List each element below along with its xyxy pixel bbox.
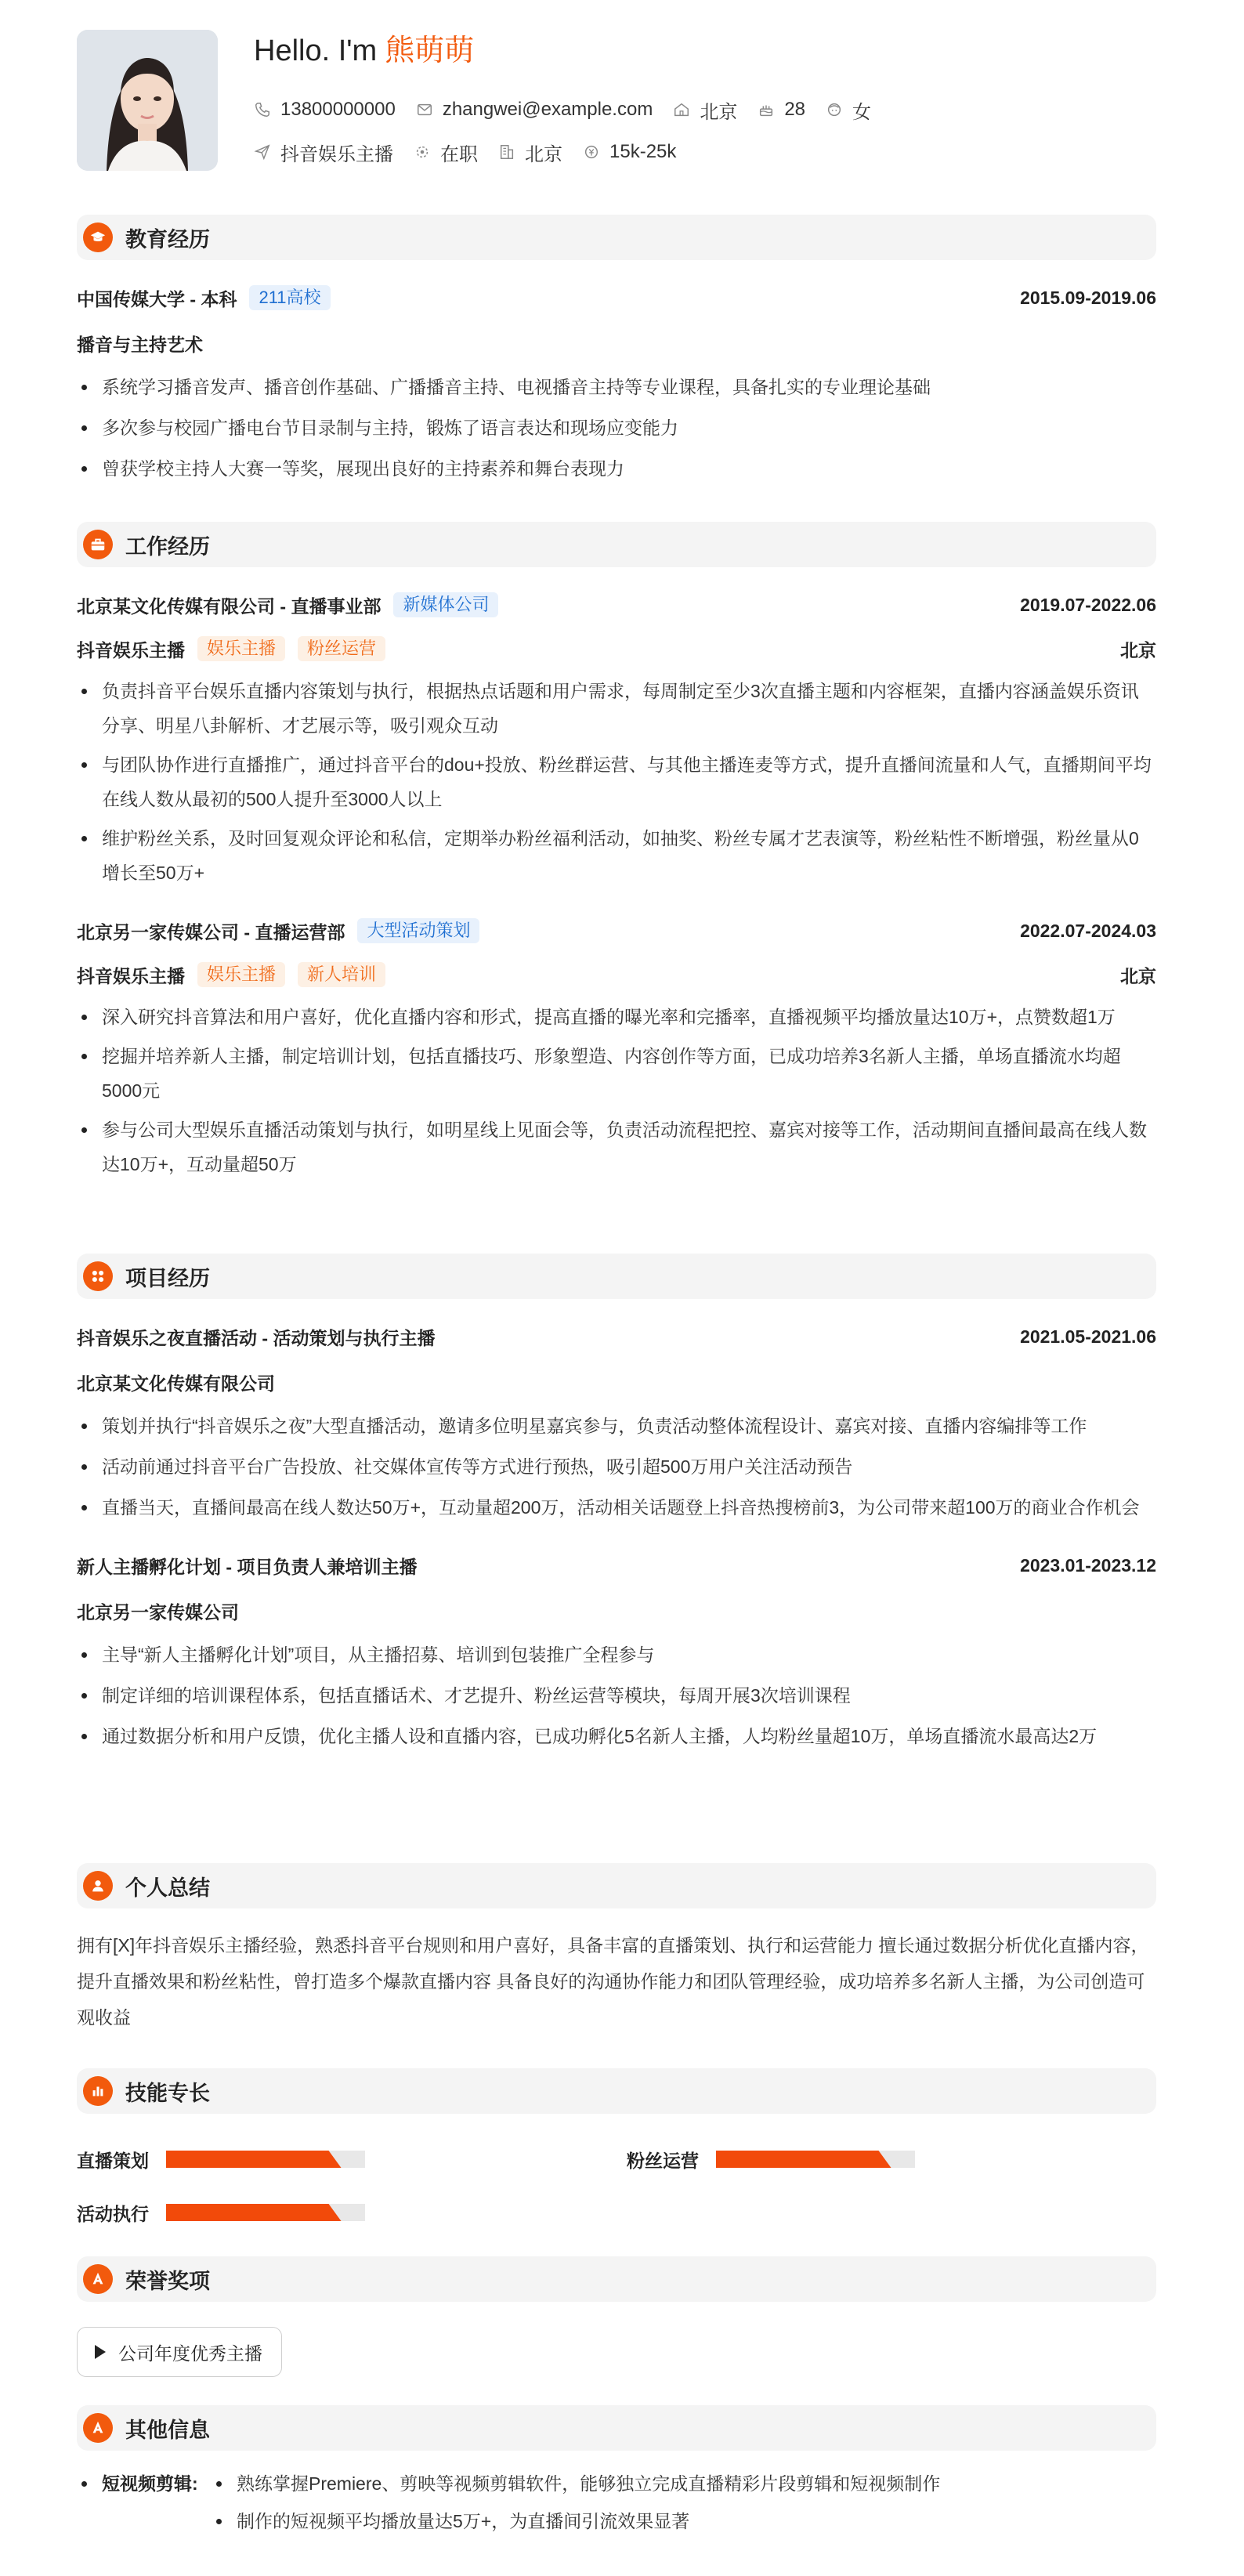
skills-title: 技能专长	[125, 2081, 210, 2105]
award-text: 公司年度优秀主播	[118, 2343, 262, 2364]
project-name: 抖音娱乐之夜直播活动 - 活动策划与执行主播	[77, 1327, 436, 1348]
job-intent-row	[254, 138, 696, 166]
project-org: 北京某文化传媒有限公司	[77, 1373, 275, 1394]
other-section	[77, 2405, 1156, 2538]
list-item: 熟练掌握Premiere、剪映等视频剪辑软件，能够独立完成直播精彩片段剪辑和短视频制作	[212, 2466, 940, 2501]
projects-title: 项目经历	[125, 1266, 210, 1290]
project-org-row	[77, 1366, 1156, 1398]
city-item	[673, 96, 737, 124]
job-item	[254, 139, 393, 166]
company-tag: 大型活动策划	[357, 918, 479, 943]
list-item: 与团队协作进行直播推广，通过抖音平台的dou+投放、粉丝群运营、与其他主播连麦等方式，提升直播间流量和人气，直播期间平均在线人数从最初的500人提升至3000人以上	[77, 747, 1156, 816]
skill-bar	[166, 2151, 365, 2168]
other-list	[212, 2466, 940, 2538]
company-name: 北京另一家传媒公司 - 直播运营部	[77, 921, 345, 942]
summary-header	[77, 1863, 1156, 1908]
list-item: 挖掘并培养新人主播，制定培训计划，包括直播技巧、形象塑造、内容创作等方面，已成功培养3名新人主播，单场直播流水均超5000元	[77, 1039, 1156, 1108]
graduation-cap-icon	[83, 223, 113, 252]
project-list	[77, 1637, 1156, 1753]
list-item: 维护粉丝关系，及时回复观众评论和私信，定期举办粉丝福利活动，如抽奖、粉丝专属才艺表演等，粉丝粘性不断增强，粉丝量从0增长至50万+	[77, 821, 1156, 890]
target-city-item	[498, 139, 562, 166]
gender-icon	[826, 101, 843, 118]
skill-item	[77, 2197, 365, 2228]
project-org: 北京另一家传媒公司	[77, 1601, 239, 1623]
projects-header	[77, 1254, 1156, 1299]
name-line	[254, 30, 474, 72]
job-city: 北京	[1120, 965, 1156, 986]
project-period: 2023.01-2023.12	[1020, 1554, 1156, 1576]
list-item: 制作的短视频平均播放量达5万+，为直播间引流效果显著	[212, 2504, 940, 2538]
education-period: 2015.09-2019.06	[1020, 287, 1156, 308]
job-text: 抖音娱乐主播	[280, 143, 393, 165]
play-icon	[95, 2345, 106, 2359]
other-row	[77, 2466, 1156, 2538]
major-row	[77, 327, 1156, 359]
school-name: 中国传媒大学 - 本科	[77, 288, 237, 309]
profile-header	[77, 30, 1156, 179]
education-title: 教育经历	[125, 227, 210, 251]
other-title: 其他信息	[125, 2418, 210, 2442]
award-item	[77, 2327, 282, 2377]
awards-title: 荣誉奖项	[125, 2269, 210, 2293]
list-item: 制定详细的培训课程体系，包括直播话术、才艺提升、粉丝运营等模块，每周开展3次培训课程	[77, 1678, 1156, 1713]
list-item: 深入研究抖音算法和用户喜好，优化直播内容和形式，提高直播的曝光率和完播率，直播视频平均播放量达10万+，点赞数超1万	[77, 1000, 1156, 1034]
job-role-row	[77, 959, 1156, 990]
other-header	[77, 2405, 1156, 2451]
work-title: 工作经历	[125, 534, 210, 559]
chart-icon	[83, 2076, 113, 2106]
skill-label: 粉丝运营	[627, 2150, 699, 2171]
job-role-row	[77, 633, 1156, 664]
candidate-name: 熊萌萌	[385, 34, 475, 67]
building-icon	[498, 143, 515, 161]
major-name: 播音与主持艺术	[77, 334, 203, 355]
job-duties-list	[77, 1000, 1156, 1181]
salary-text: 15k-25k	[609, 141, 677, 162]
target-city-text: 北京	[525, 143, 562, 165]
skill-bar	[716, 2151, 915, 2168]
skill-item	[77, 2144, 365, 2175]
gender-text: 女	[852, 101, 872, 123]
job-company-row	[77, 589, 1156, 620]
email-item	[416, 99, 653, 121]
cake-icon	[758, 101, 775, 118]
skills-header	[77, 2068, 1156, 2114]
skill-bar-fill	[716, 2151, 891, 2168]
city-text: 北京	[700, 101, 738, 123]
job-period: 2022.07-2024.03	[1020, 920, 1156, 941]
avatar	[77, 30, 218, 171]
job-duties-list	[77, 674, 1156, 890]
phone-icon	[254, 101, 271, 118]
coin-icon	[583, 143, 600, 161]
list-item: 策划并执行“抖音娱乐之夜”大型直播活动，邀请多位明星嘉宾参与，负责活动整体流程设计、嘉宾对接、直播内容编排等工作	[77, 1409, 1156, 1443]
job-period: 2019.07-2022.06	[1020, 594, 1156, 615]
role-tag: 娱乐主播	[197, 636, 285, 661]
phone-text: 13800000000	[280, 99, 396, 120]
role-tag: 新人培训	[298, 962, 385, 987]
education-header	[77, 215, 1156, 260]
projects-section	[77, 1254, 1156, 1753]
project-org-row	[77, 1595, 1156, 1626]
age-text: 28	[784, 99, 806, 120]
work-header	[77, 522, 1156, 567]
gender-item	[826, 96, 871, 124]
contact-row	[254, 96, 891, 124]
paper-plane-icon	[254, 143, 271, 161]
greeting: Hello. I'm	[254, 34, 378, 67]
role-name: 抖音娱乐主播	[77, 965, 185, 986]
summary-section	[77, 1863, 1156, 2035]
project-row	[77, 1550, 1156, 1581]
briefcase-icon	[83, 530, 113, 559]
list-item: 多次参与校园广播电台节目录制与主持，锻炼了语言表达和现场应变能力	[77, 411, 1156, 445]
status-icon	[414, 143, 431, 161]
education-school-row	[77, 282, 1156, 313]
job-company-row	[77, 915, 1156, 946]
project-row	[77, 1321, 1156, 1352]
summary-title: 个人总结	[125, 1876, 210, 1900]
list-item: 系统学习播音发声、播音创作基础、广播播音主持、电视播音主持等专业课程，具备扎实的专业理论基础	[77, 370, 1156, 404]
project-list	[77, 1409, 1156, 1525]
list-item: 通过数据分析和用户反馈，优化主播人设和直播内容，已成功孵化5名新人主播，人均粉丝量超10万，单场直播流水最高达2万	[77, 1719, 1156, 1753]
other-label: 短视频剪辑:	[77, 2466, 212, 2538]
education-section	[77, 215, 1156, 486]
education-list	[77, 370, 1156, 486]
school-tag: 211高校	[249, 285, 330, 310]
status-item	[414, 139, 478, 166]
list-item: 主导“新人主播孵化计划”项目，从主播招募、培训到包装推广全程参与	[77, 1637, 1156, 1672]
mail-icon	[416, 101, 433, 118]
project-period: 2021.05-2021.06	[1020, 1326, 1156, 1347]
list-item: 活动前通过抖音平台广告投放、社交媒体宣传等方式进行预热，吸引超500万用户关注活动预告	[77, 1449, 1156, 1484]
skill-bar-fill	[166, 2204, 342, 2221]
home-icon	[673, 101, 690, 118]
awards-header	[77, 2256, 1156, 2302]
skill-bar-fill	[166, 2151, 342, 2168]
work-section	[77, 522, 1156, 1181]
list-item: 负责抖音平台娱乐直播内容策划与执行，根据热点话题和用户需求，每周制定至少3次直播主题和内容框架，直播内容涵盖娱乐资讯分享、明星八卦解析、才艺展示等，吸引观众互动	[77, 674, 1156, 743]
grid-icon	[83, 1261, 113, 1291]
awards-section	[77, 2256, 1156, 2377]
company-name: 北京某文化传媒有限公司 - 直播事业部	[77, 595, 382, 617]
role-tag: 娱乐主播	[197, 962, 285, 987]
phone-item	[254, 99, 396, 121]
skill-item	[627, 2144, 915, 2175]
company-tag: 新媒体公司	[393, 592, 498, 617]
skill-label: 活动执行	[77, 2203, 149, 2224]
skill-bar	[166, 2204, 365, 2221]
resume-page	[77, 30, 1156, 2531]
status-text: 在职	[440, 143, 478, 165]
skills-section	[77, 2068, 1156, 2225]
salary-item	[583, 141, 676, 163]
role-tag: 粉丝运营	[298, 636, 385, 661]
list-item: 曾获学校主持人大赛一等奖，展现出良好的主持素养和舞台表现力	[77, 451, 1156, 486]
age-item	[758, 99, 805, 121]
skill-label: 直播策划	[77, 2150, 149, 2171]
summary-text: 拥有[X]年抖音娱乐主播经验，熟悉抖音平台规则和用户喜好，具备丰富的直播策划、执行和运营能力 擅长通过数据分析优化直播内容，提升直播效果和粉丝粘性，曾打造多个爆款直播内容 具备良好的沟通协作能力和团队管理经验，成功培养多名新人主播，为公司创造可观收益	[77, 1935, 1149, 2028]
job-city: 北京	[1120, 639, 1156, 660]
project-name: 新人主播孵化计划 - 项目负责人兼培训主播	[77, 1556, 418, 1577]
email-text: zhangwei@example.com	[442, 99, 653, 120]
list-item: 直播当天，直播间最高在线人数达50万+，互动量超200万，活动相关话题登上抖音热搜榜前3，为公司带来超100万的商业合作机会	[77, 1490, 1156, 1525]
award-icon	[83, 2413, 113, 2443]
role-name: 抖音娱乐主播	[77, 639, 185, 660]
user-icon	[83, 1871, 113, 1901]
list-item: 参与公司大型娱乐直播活动策划与执行，如明星线上见面会等，负责活动流程把控、嘉宾对接等工作，活动期间直播间最高在线人数达10万+，互动量超50万	[77, 1113, 1156, 1181]
award-icon	[83, 2264, 113, 2294]
